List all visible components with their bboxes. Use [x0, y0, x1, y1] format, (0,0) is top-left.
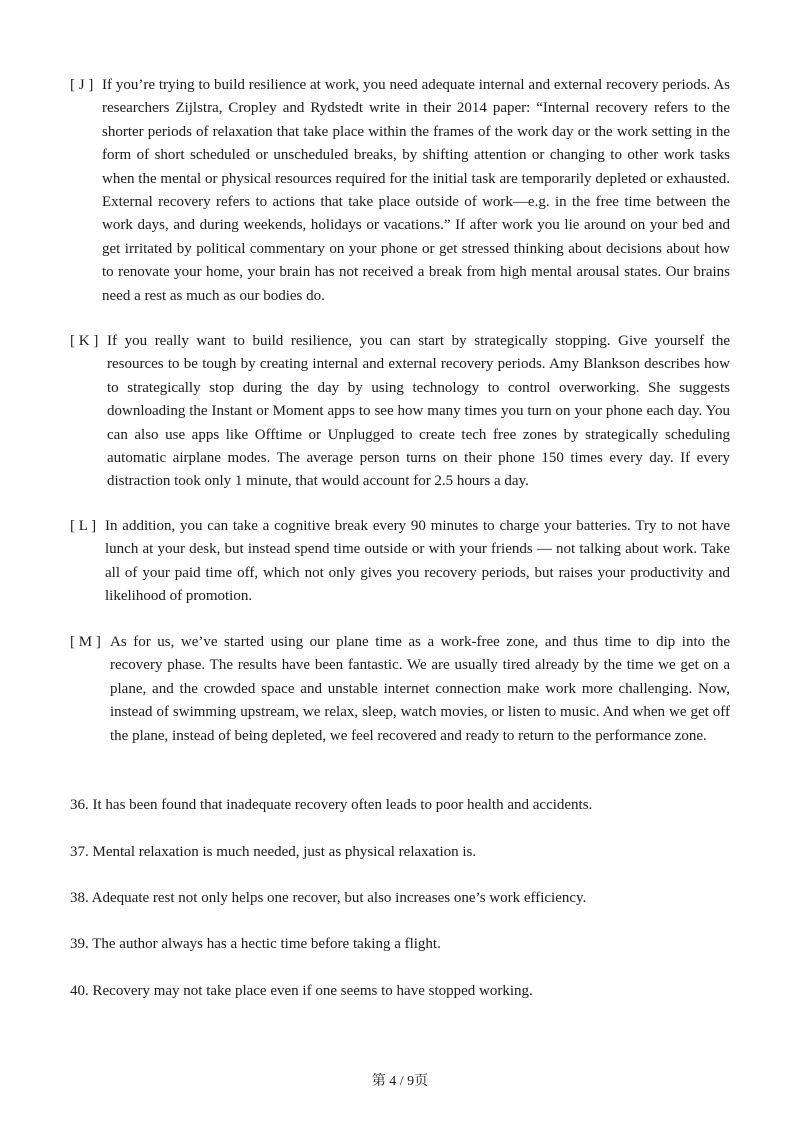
paragraph-text-k: If you really want to build resilience, you can start by strategically stopping. Give yourself the resources to be tough by creating internal and external recovery periods. Amy Blankson describes how to strategically stop during the day by using technology to control overworking. She suggests downloading the Instant or Moment apps to see how many times you turn on your phone each day. You can also use apps like Offtime or Unplugged to create tech free zones by strategically scheduling automatic airplane modes. The average person turns on their phone 150 times every day. If every distraction took only 1 minute, that would account for 2.5 hours a day.: [107, 333, 730, 490]
paragraph-text-m: As for us, we’ve started using our plane time as a work-free zone, and thus time to dip into the recovery phase. The results have been fantastic. We are usually tired already by the time we get on a plane, and the crowded space and unstable internet connection make work more challenging. Now, instead of swimming upstream, we relax, sleep, watch movies, or listen to music. And when we get off the plane, instead of being depleted, we feel recovered and ready to return to the performance zone.: [110, 634, 730, 744]
question-38: 38. Adequate rest not only helps one recover, but also increases one’s work efficiency.: [70, 890, 587, 906]
passage-paragraph-m: [70, 631, 730, 748]
passage-paragraph-k: [70, 330, 730, 494]
question-39: 39. The author always has a hectic time before taking a flight.: [70, 936, 441, 952]
paragraph-marker-k: [ K ]: [70, 333, 99, 349]
page-number: 第 4 / 9页: [371, 1074, 429, 1089]
question-36: 36. It has been found that inadequate recovery often leads to poor health and accidents.: [70, 797, 593, 813]
paragraph-text-j: If you’re trying to build resilience at work, you need adequate internal and external recovery periods. As researchers Zijlstra, Cropley and Rydstedt write in their 2014 paper: “Internal recovery refers to the shorter periods of relaxation that take place within the frames of the work day or the work setting in the form of short scheduled or unscheduled breaks, by shifting attention or changing to other work tasks when the mental or physical resources required for the initial task are temporarily depleted or exhausted. External recovery refers to actions that take place outside of work—e.g. in the free time between the work days, and during weekends, holidays or vacations.” If after work you lie around on your bed and get irritated by political commentary on your phone or get stressed thinking about decisions about how to renovate your home, your brain has not received a break from high mental arousal states. Our brains need a rest as much as our bodies do.: [102, 77, 730, 304]
passage-paragraph-l: [70, 515, 730, 609]
paragraph-marker-j: [ J ]: [70, 77, 94, 93]
paragraph-text-l: In addition, you can take a cognitive break every 90 minutes to charge your batteries. Try to not have lunch at your desk, but instead spend time outside or with your friends — not talking about work. Take all of your paid time off, which not only gives you recovery periods, but raises your productivity and likelihood of promotion.: [105, 518, 730, 605]
paragraph-marker-m: [ M ]: [70, 634, 101, 650]
passage-paragraph-j: [70, 74, 730, 308]
paragraph-marker-l: [ L ]: [70, 518, 97, 534]
question-37: 37. Mental relaxation is much needed, just as physical relaxation is.: [70, 844, 477, 860]
question-40: 40. Recovery may not take place even if one seems to have stopped working.: [70, 983, 533, 999]
